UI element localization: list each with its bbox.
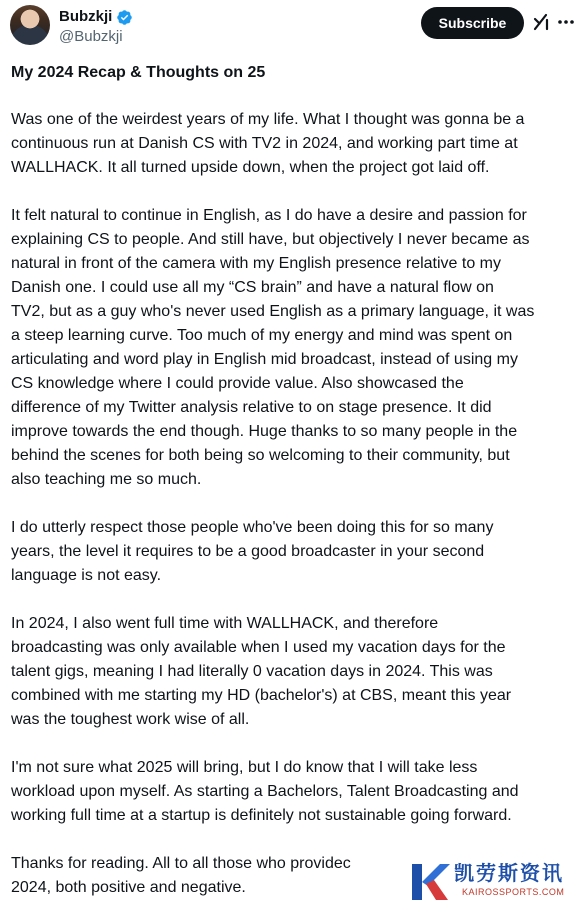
post-text-line: I do utterly respect those people who've been doing this for so many	[11, 519, 494, 536]
post-header	[0, 0, 581, 52]
post-text-line: natural in front of the camera with my English presence relative to my	[11, 255, 501, 272]
post-text-line: also teaching me so much.	[11, 471, 202, 488]
post-paragraph	[11, 108, 581, 180]
watermark	[404, 854, 581, 906]
post-text-line: continuous run at Danish CS with TV2 in 2024, and working part time at	[11, 135, 518, 152]
post-text-line: working full time at a startup is definitely not sustainable going forward.	[11, 807, 512, 824]
post-text-line: articulating and word play in English mid broadcast, instead of using my	[11, 351, 518, 368]
watermark-cn-text: 凯劳斯资讯	[454, 861, 564, 885]
watermark-en-text: KAIROSSPORTS.COM	[462, 887, 565, 897]
more-icon[interactable]	[556, 12, 576, 32]
post-text-line: workload upon myself. As starting a Bachelors, Talent Broadcasting and	[11, 783, 519, 800]
grok-icon[interactable]	[531, 12, 551, 32]
post-text-line: In 2024, I also went full time with WALLHACK, and therefore	[11, 615, 439, 632]
avatar[interactable]	[10, 5, 50, 45]
post-text-line: was the toughest work wise of all.	[11, 711, 250, 728]
post-text-line: 2024, both positive and negative.	[11, 879, 246, 896]
post-text-line: Was one of the weirdest years of my life. What I thought was gonna be a	[11, 111, 525, 128]
author-handle[interactable]: @Bubzkji	[59, 28, 123, 45]
post-paragraph	[11, 204, 581, 492]
post-text-line: talent gigs, meaning I had literally 0 vacation days in 2024. This was	[11, 663, 493, 680]
post-text-line: CS knowledge where I could provide value. Also showcased the	[11, 375, 464, 392]
post-text-line: a steep learning curve. Too much of my energy and mind was spent on	[11, 327, 513, 344]
post-text-line: behind the scenes for both being so welcoming to their community, but	[11, 447, 510, 464]
post-paragraph	[11, 516, 581, 588]
post-text-line: I'm not sure what 2025 will bring, but I do know that I will take less	[11, 759, 478, 776]
post-text-line: explaining CS to people. And still have, but objectively I never became as	[11, 231, 530, 248]
post-text-line: years, the level it requires to be a good broadcaster in your second	[11, 543, 485, 560]
post-text-line: difference of my Twitter analysis relative to on stage presence. It did	[11, 399, 492, 416]
subscribe-button[interactable]: Subscribe	[421, 7, 524, 39]
post-text-line: improve towards the end though. Huge thanks to so many people in the	[11, 423, 518, 440]
post-body	[11, 108, 581, 906]
post-text-line: TV2, but as a guy who's never used English as a primary language, it was	[11, 303, 535, 320]
post-text-line: WALLHACK. It all turned upside down, when the project got laid off.	[11, 159, 490, 176]
verified-badge-icon	[116, 9, 133, 26]
post-title: My 2024 Recap & Thoughts on 25	[11, 64, 266, 81]
post-paragraph	[11, 612, 581, 732]
post-text-line: Thanks for reading. All to all those who providec	[11, 855, 351, 872]
post-paragraph	[11, 756, 581, 828]
post-text-line: broadcasting was only available when I used my vacation days for the	[11, 639, 506, 656]
author-name-row[interactable]	[59, 8, 133, 26]
author-display-name[interactable]: Bubzkji	[59, 8, 113, 25]
post-text-line: It felt natural to continue in English, as I do have a desire and passion for	[11, 207, 527, 224]
watermark-logo-icon	[408, 860, 450, 904]
post-text-line: language is not easy.	[11, 567, 162, 584]
post-text-line: combined with me starting my HD (bachelor's) at CBS, meant this year	[11, 687, 512, 704]
post-text-line: Danish one. I could use all my “CS brain” and have a natural flow on	[11, 279, 494, 296]
